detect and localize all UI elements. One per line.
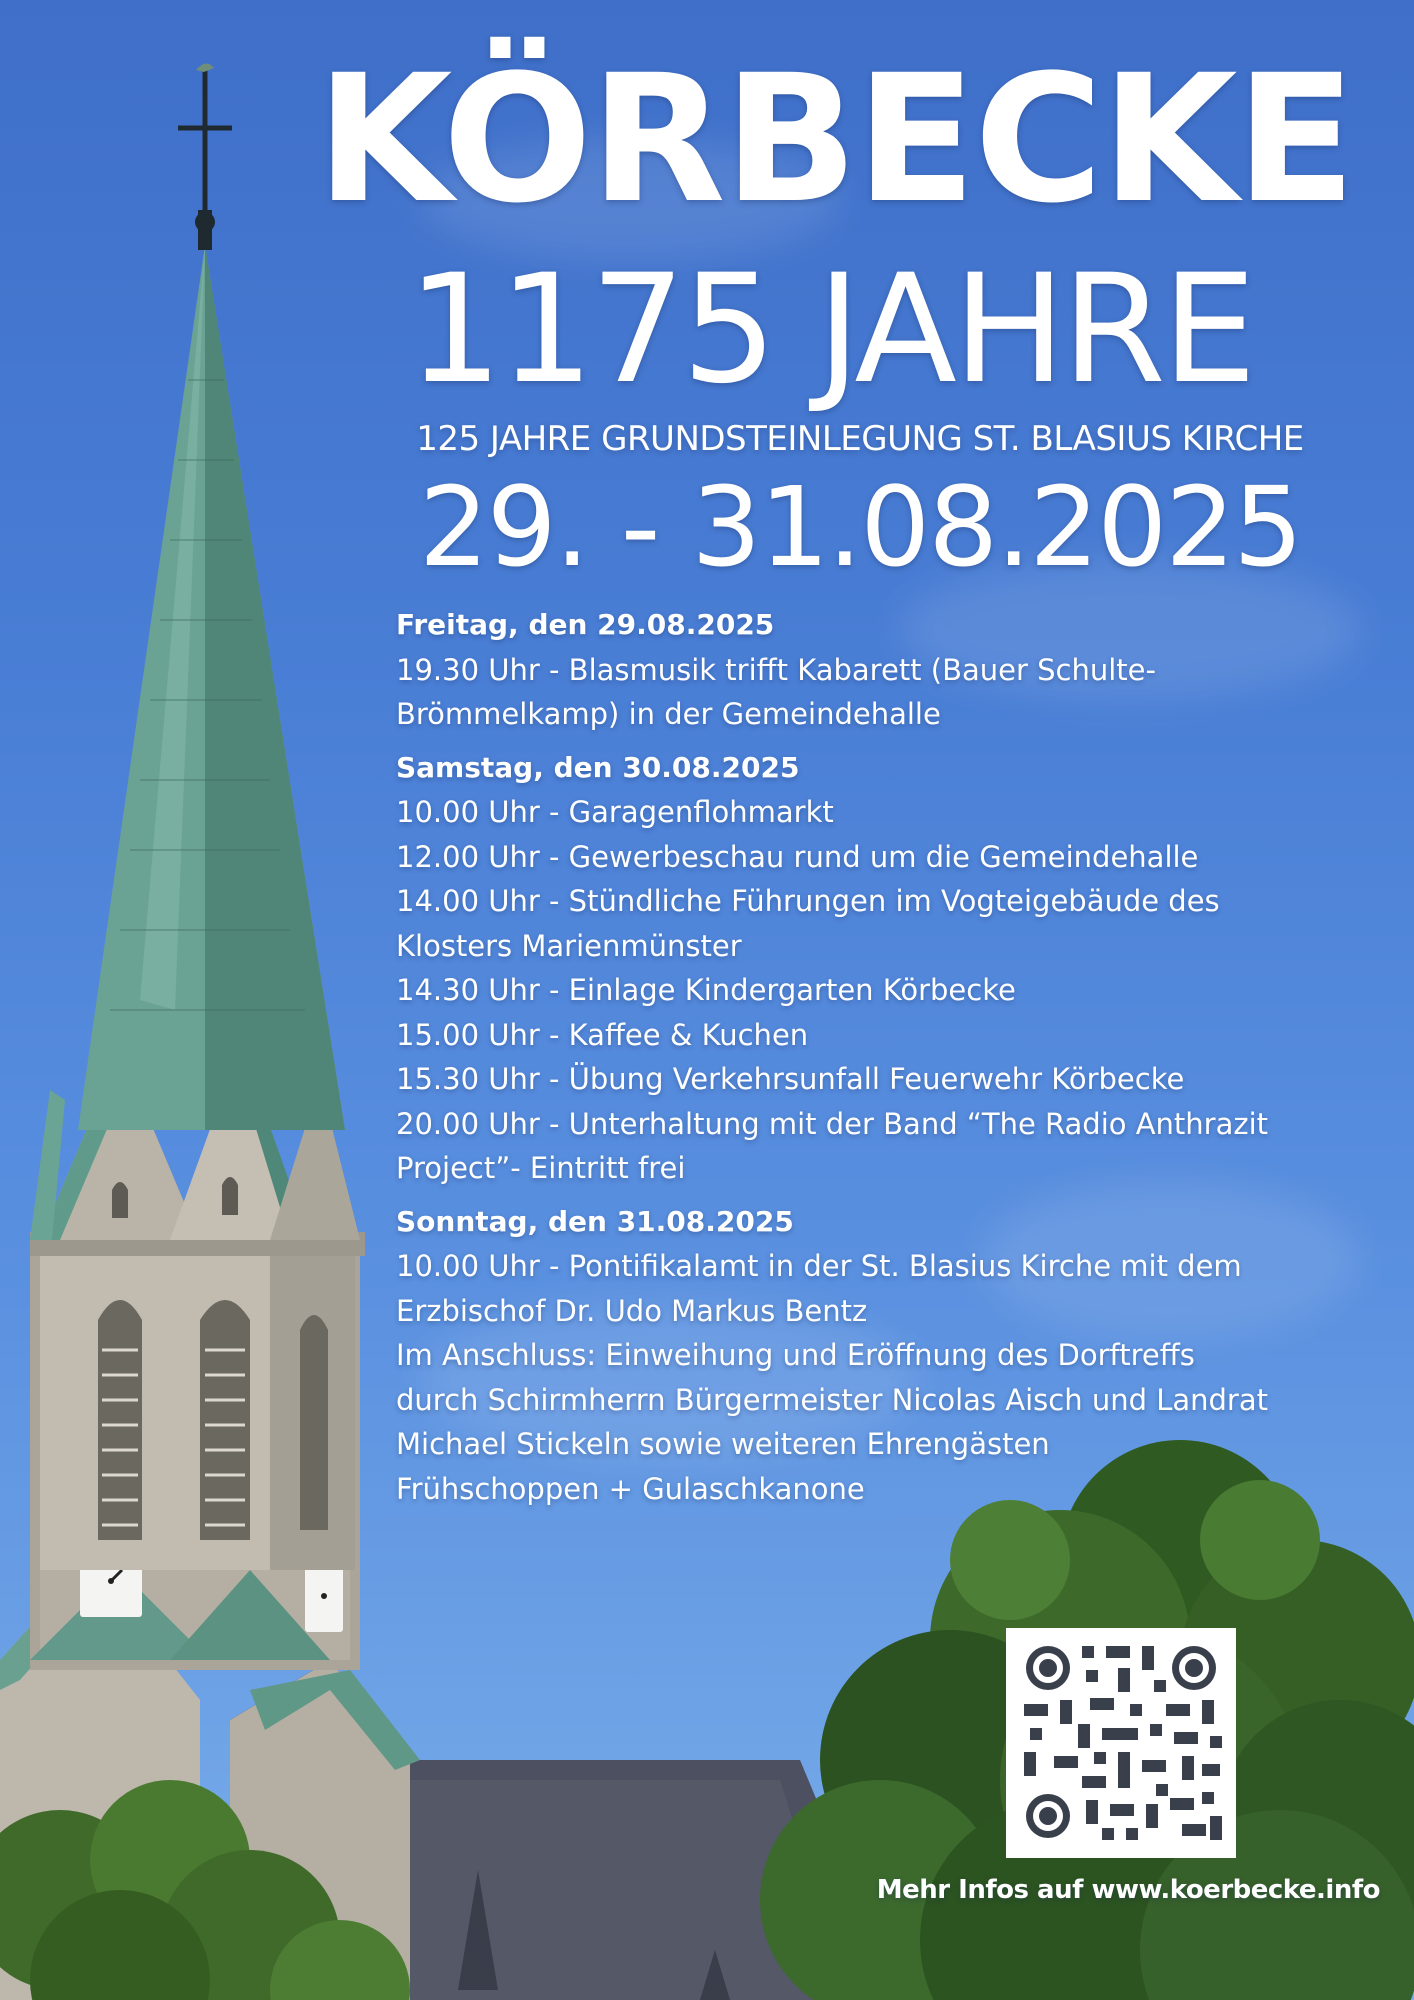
qr-code-pattern [1006, 1628, 1236, 1858]
belfry-window [98, 1300, 142, 1540]
belfry-window [300, 1315, 328, 1530]
program-line: Brömmelkamp) in der Gemeindehalle [396, 697, 941, 732]
program-line: Erzbischof Dr. Udo Markus Bentz [396, 1293, 868, 1328]
event-program [396, 608, 1356, 1525]
gablet-window [222, 1177, 238, 1215]
weathervane [196, 63, 214, 72]
program-line: Frühschoppen + Gulaschkanone [396, 1471, 865, 1506]
spire-shade [205, 245, 345, 1130]
program-line: 19.30 Uhr - Blasmusik trifft Kabarett (Bauer Schulte- [396, 652, 1156, 687]
program-line: durch Schirmherrn Bürgermeister Nicolas Aisch und Landrat [396, 1382, 1268, 1417]
clock-center [321, 1593, 327, 1599]
program-line: 15.00 Uhr - Kaffee & Kuchen [396, 1017, 809, 1052]
program-line: Michael Stickeln sowie weiteren Ehrengästen [396, 1427, 1050, 1462]
program-line: 20.00 Uhr - Unterhaltung mit der Band “The Radio Anthrazit [396, 1106, 1269, 1141]
day-heading: Sonntag, den 31.08.2025 [396, 1204, 794, 1238]
day-heading: Freitag, den 29.08.2025 [396, 608, 775, 641]
more-info-link[interactable]: Mehr Infos auf www.koerbecke.info [876, 1875, 1380, 1905]
qr-code[interactable] [1006, 1628, 1236, 1858]
finial-ball [195, 212, 215, 232]
program-line: 15.30 Uhr - Übung Verkehrsunfall Feuerwehr Körbecke [396, 1062, 1185, 1097]
program-day-saturday [396, 751, 1356, 1191]
belfry-window [200, 1300, 250, 1540]
program-line: Im Anschluss: Einweihung und Eröffnung des Dorftreffs [396, 1338, 1195, 1373]
program-line: Klosters Marienmünster [396, 928, 742, 963]
program-line: 14.30 Uhr - Einlage Kindergarten Körbecke [396, 973, 1016, 1008]
anniversary-years: 1175 JAHRE [407, 243, 1253, 417]
program-line: 10.00 Uhr - Pontifikalamt in der St. Blasius Kirche mit dem [396, 1249, 1242, 1284]
program-line: 14.00 Uhr - Stündliche Führungen im Vogteigebäude des [396, 884, 1220, 919]
event-dates: 29. - 31.08.2025 [418, 463, 1302, 591]
anniversary-subtitle: 125 JAHRE GRUNDSTEINLEGUNG ST. BLASIUS KIRCHE [416, 419, 1304, 459]
program-day-sunday [396, 1205, 1356, 1512]
program-line: 10.00 Uhr - Garagenflohmarkt [396, 795, 834, 830]
program-day-friday [396, 608, 1356, 737]
program-line: Project”- Eintritt frei [396, 1151, 686, 1186]
program-line: 12.00 Uhr - Gewerbeschau rund um die Gemeindehalle [396, 839, 1199, 874]
gablet-window [112, 1182, 128, 1218]
poster-title: KÖRBECKE [316, 37, 1354, 242]
day-heading: Samstag, den 30.08.2025 [396, 750, 800, 784]
